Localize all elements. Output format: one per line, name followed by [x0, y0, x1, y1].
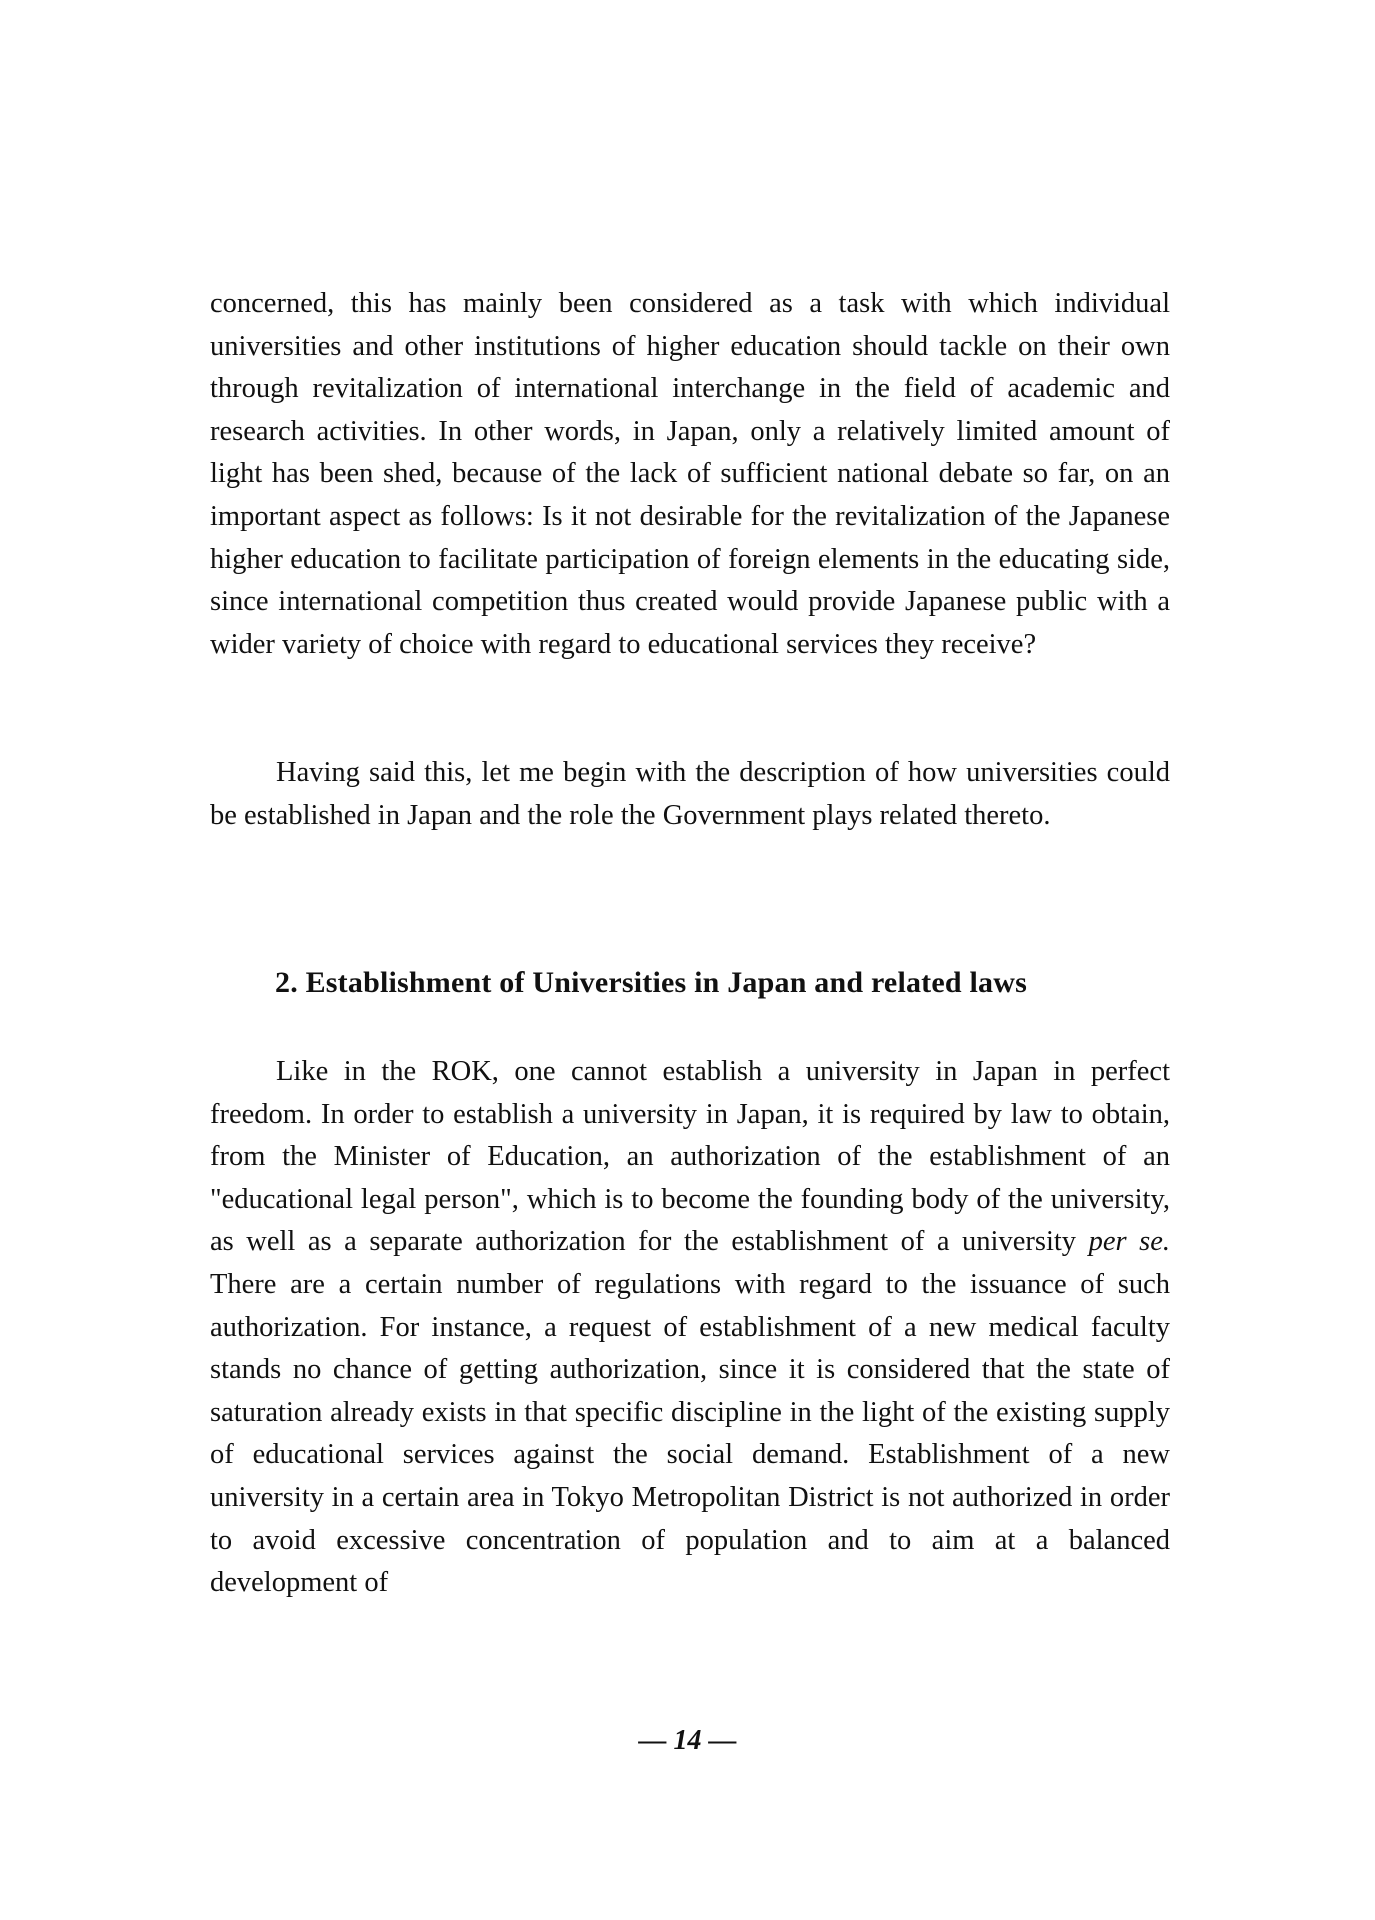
paragraph-continuation: concerned, this has mainly been considered as a task with which individual universities and other institutions of higher education should tackle on their own through revitalization of international interchange in the field of academic and research activities. In other words, in Japan, only a relatively limited amount of light has been shed, because of the lack of sufficient national debate so far, on an important aspect as follows: Is it not desirable for the revitalization of the Japanese higher education to facilitate participation of foreign elements in the educating side, since international competition thus created would provide Japanese public with a wider variety of choice with regard to educational services they receive? — [210, 288, 1170, 660]
section-heading: 2. Establishment of Universities in Japan and related laws — [275, 966, 1027, 999]
paragraph-having-said-this: Having said this, let me begin with the description of how universities could be established in Japan and the role the Government plays related thereto. — [210, 757, 1170, 831]
italic-per-se: per se. — [1088, 1226, 1170, 1258]
page-number: — 14 — — [638, 1725, 737, 1756]
paragraph-establishment — [210, 1051, 1170, 1605]
paragraph-establishment-text-b: There are a certain number of regulations with regard to the issuance of such authorization. For instance, a request of establishment of a new medical faculty stands no chance of getting authorization, since it is considered that the state of saturation already exists in that specific discipline in the light of the existing supply of educational services against the social demand. Establishment of a new university in a certain area in Tokyo Metropolitan District is not authorized in order to avoid excessive concentration of population and to aim at a balanced development of — [210, 1268, 1170, 1599]
paragraph-establishment-text-a: Like in the ROK, one cannot establish a university in Japan in perfect freedom. In order to establish a university in Japan, it is required by law to obtain, from the Minister of Education, an authorization of the establishment of an "educational legal person", which is to become the founding body of the university, as well as a separate authorization for the establishment of a university — [210, 1056, 1170, 1258]
